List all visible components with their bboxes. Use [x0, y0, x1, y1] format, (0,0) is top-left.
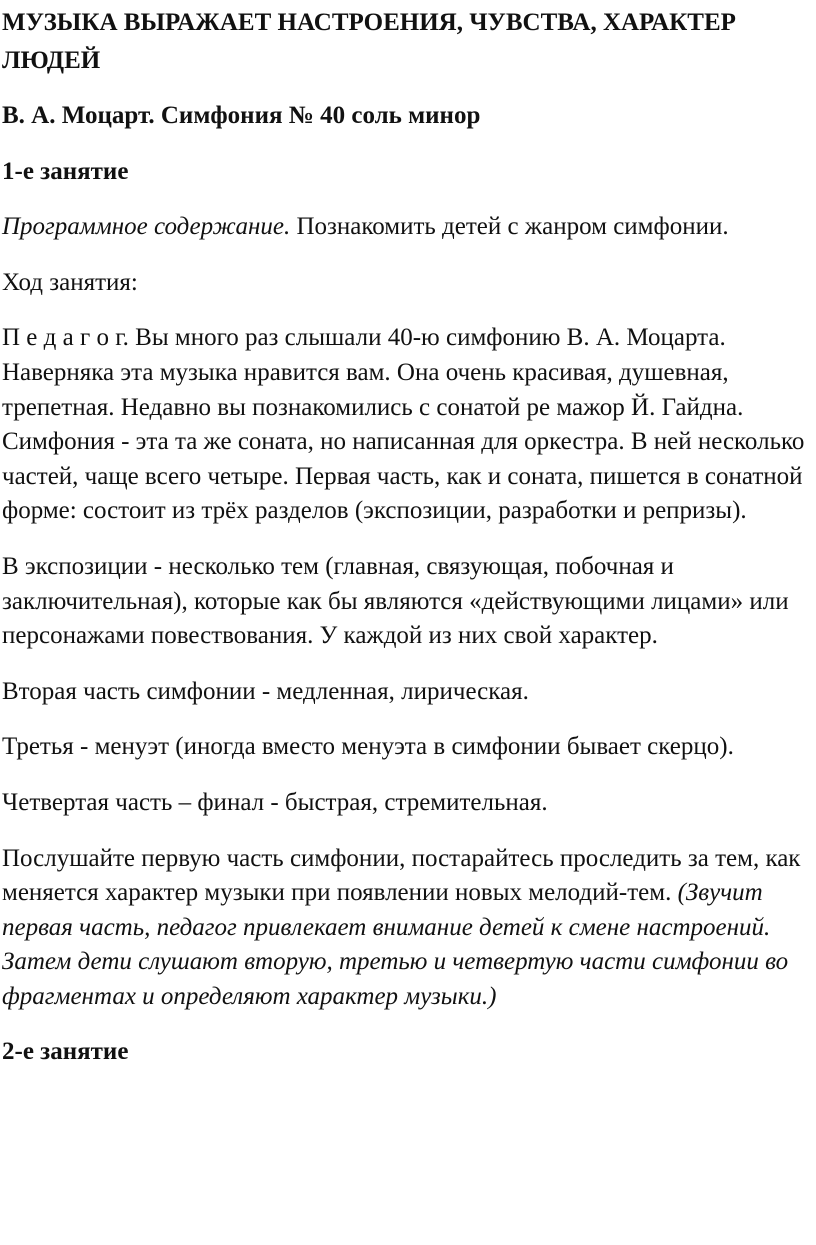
second-part-paragraph: Вторая часть симфонии - медленная, лирическая. — [2, 677, 529, 705]
lesson-2-heading: 2-е занятие — [2, 1038, 129, 1066]
program-text: Познакомить детей с жанром симфонии. — [290, 213, 729, 241]
program-paragraph — [2, 210, 810, 245]
listen-text: Послушайте первую часть симфонии, постарайтесь проследить за тем, как меняется характер музыки при появлении новых мелодий-тем. — [2, 844, 801, 907]
course-label: Ход занятия: — [2, 268, 138, 296]
lesson-1-heading: 1-е занятие — [2, 157, 129, 185]
exposition-paragraph: В экспозиции - несколько тем (главная, связующая, побочная и заключительная), которые как бы являются «действующими лицами» или персонажами повествования. У каждой из них свой характер. — [2, 552, 789, 650]
document-title: МУЗЫКА ВЫРАЖАЕТ НАСТРОЕНИЯ, ЧУВСТВА, ХАРАКТЕР ЛЮДЕЙ — [2, 9, 736, 74]
document-subtitle: В. А. Моцарт. Симфония № 40 соль минор — [2, 102, 481, 129]
program-label: Программное содержание. — [2, 213, 291, 241]
teacher-paragraph — [2, 321, 810, 529]
listen-italic-note: (Звучит первая часть, педагог привлекает внимание детей к смене настроений. Затем дети слушают вторую, третью и четвертую части симфонии во фрагментах и определяют характер музыки.) — [2, 879, 789, 1010]
fourth-part-paragraph: Четвертая часть – финал - быстрая, стремительная. — [2, 788, 548, 816]
third-part-paragraph: Третья - менуэт (иногда вместо менуэта в симфонии бывает скерцо). — [2, 733, 734, 761]
teacher-text: Вы много раз слышали 40-ю симфонию В. А. Моцарта. Наверняка эта музыка нравится вам. Она очень красивая, душевная, трепетная. Недавно вы познакомились с сонатой ре мажор Й. Гайдна. Симфония - эта та же соната, но написанная для оркестра. В ней несколько частей, чаще всего четыре. Первая часть, как и соната, пишется в сонатной форме: состоит из трёх разделов (экспозиции, разработки и репризы). — [2, 324, 805, 525]
listen-paragraph — [2, 842, 810, 1015]
teacher-label: П е д а г о г. — [2, 324, 129, 352]
